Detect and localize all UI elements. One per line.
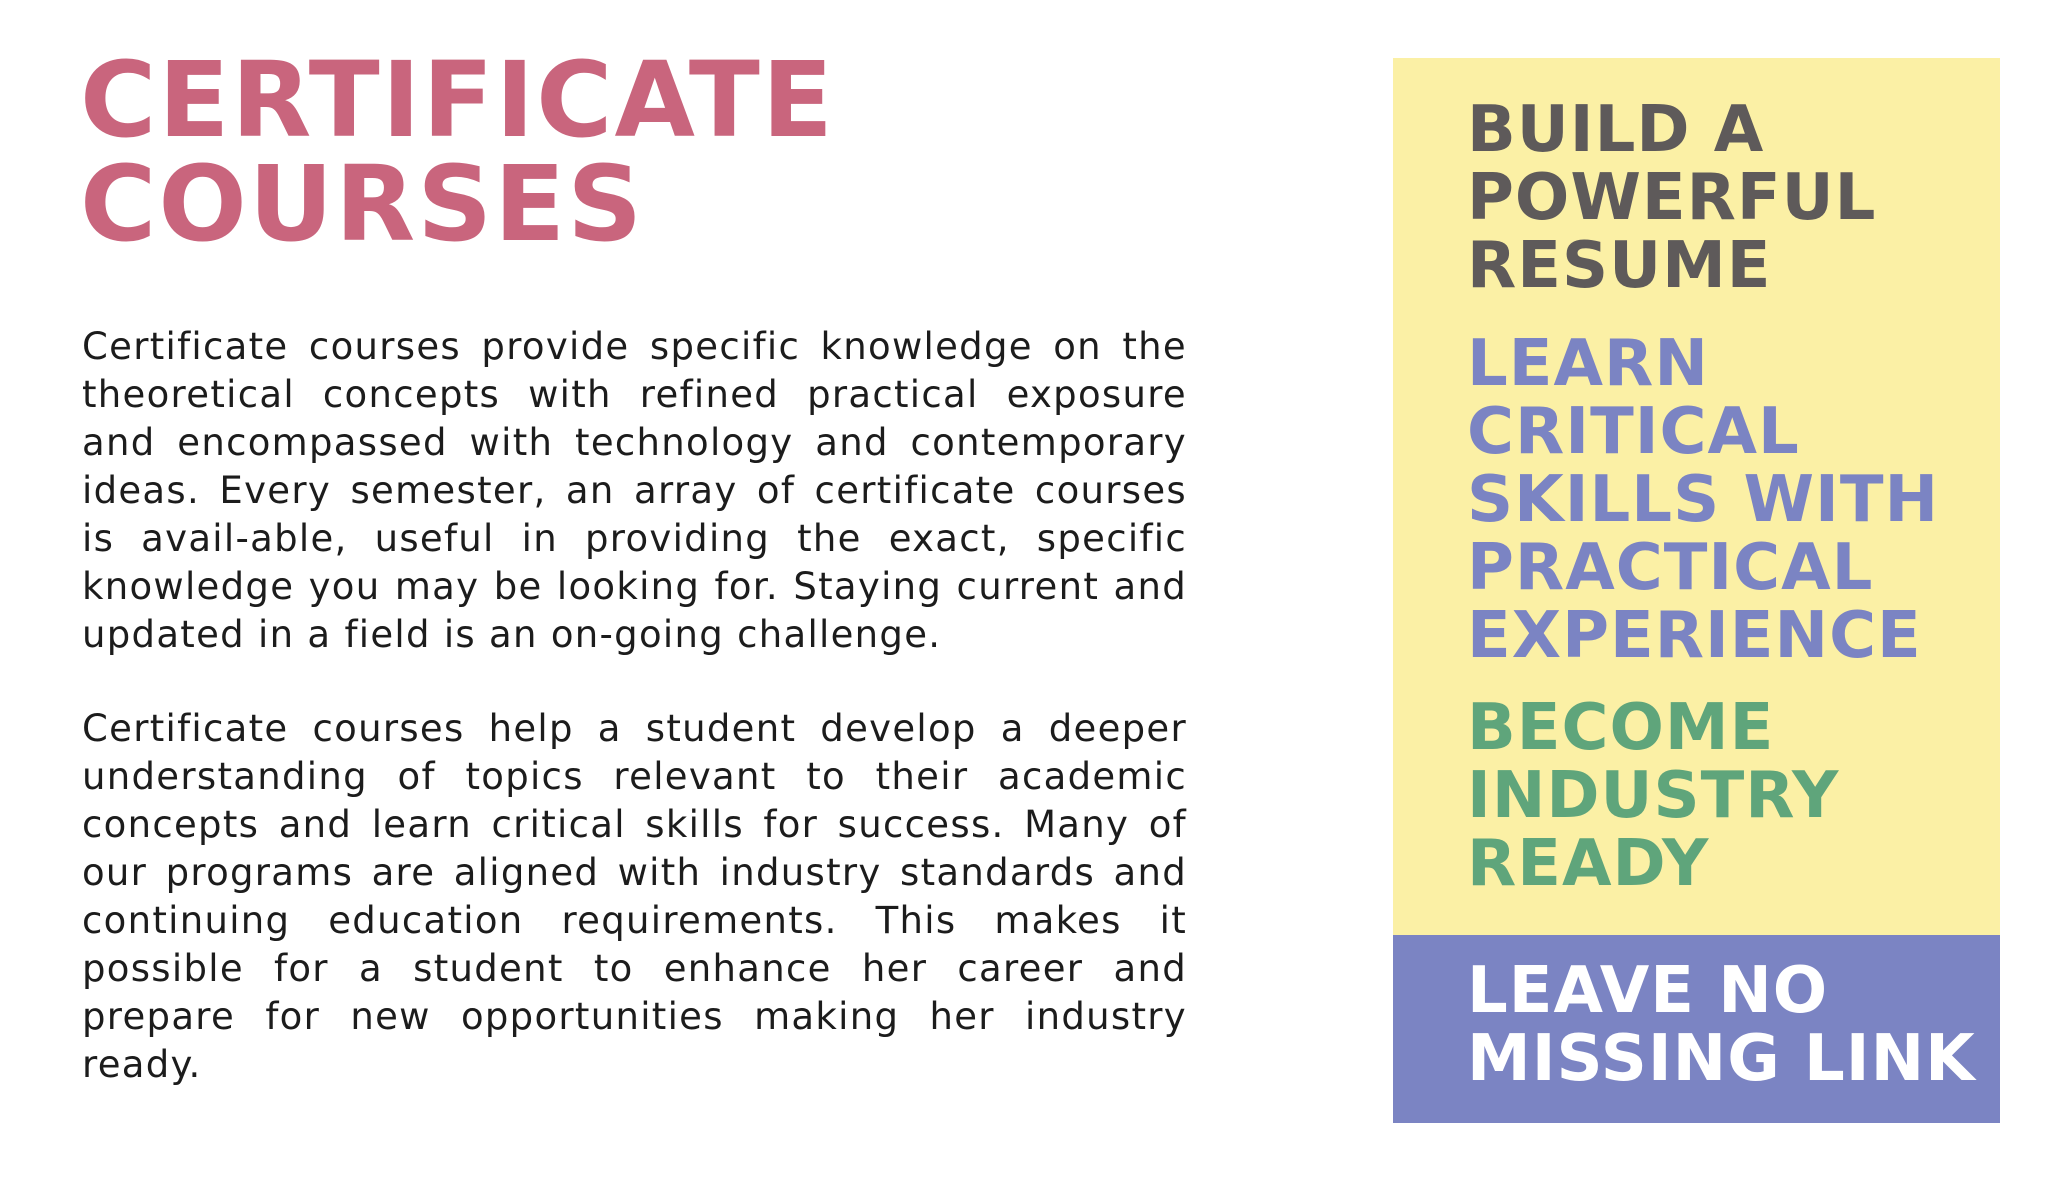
- highlight-line: BECOME: [1467, 691, 1775, 765]
- highlight-line: BUILD A: [1467, 93, 1765, 167]
- highlight-line: PRACTICAL: [1467, 531, 1874, 605]
- page-title: [80, 39, 835, 265]
- highlight-line: RESUME: [1467, 229, 1772, 303]
- intro-paragraph: Certificate courses provide specific knowledge on the theoretical concepts with refined practical exposure and encompassed with technology and contemporary ideas. Every semester, an array of certificate courses is avail-able, useful in providing the exact, specific knowledge you may be looking for. Staying current and updated in a field is an on-going challenge.: [82, 325, 1187, 656]
- highlight-industry-ready: [1467, 691, 1840, 901]
- tagline-band: [1393, 935, 2000, 1123]
- title-line: COURSES: [80, 143, 645, 265]
- highlight-line: EXPERIENCE: [1467, 599, 1922, 673]
- highlight-line: POWERFUL: [1467, 161, 1877, 235]
- tagline-line: MISSING LINK: [1467, 1022, 1976, 1096]
- tagline-line: LEAVE NO: [1467, 954, 1829, 1028]
- highlight-line: INDUSTRY: [1467, 759, 1840, 833]
- highlight-build-resume: [1467, 93, 1877, 303]
- title-line: CERTIFICATE: [80, 39, 835, 161]
- highlight-line: SKILLS WITH: [1467, 463, 1940, 537]
- highlight-learn-skills: [1467, 327, 1940, 673]
- benefits-paragraph: Certificate courses help a student develop a deeper understanding of topics relevant to their academic concepts and learn critical skills for success. Many of our programs are aligned with industry standards and continuing education requirements. This makes it possible for a student to enhance her career and prepare for new opportunities making her industry ready.: [82, 707, 1187, 1086]
- highlights-panel: [1393, 58, 2000, 935]
- highlight-line: CRITICAL: [1467, 395, 1800, 469]
- highlight-line: LEARN: [1467, 327, 1709, 401]
- tagline: [1467, 954, 1976, 1096]
- highlight-line: READY: [1467, 827, 1710, 901]
